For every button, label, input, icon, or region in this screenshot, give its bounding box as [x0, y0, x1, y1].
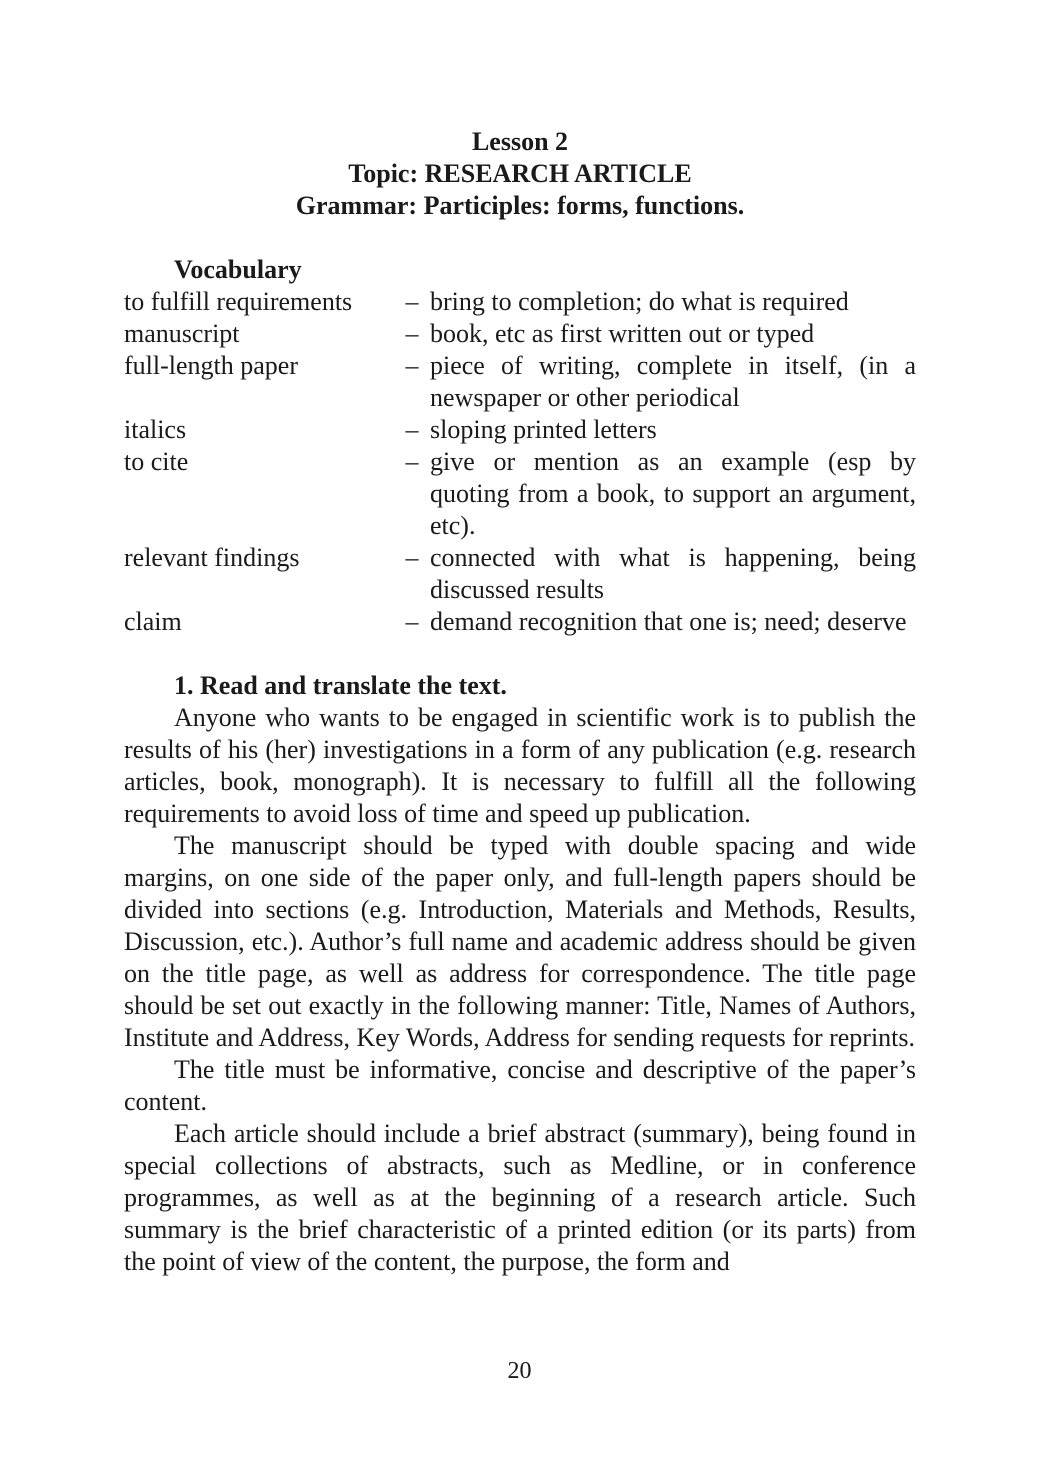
page-content: [124, 126, 916, 1278]
vocabulary-heading: Vocabulary: [174, 255, 302, 284]
body-paragraph: Each article should include a brief abstract (summary), being found in special collections of abstracts, such as Medline, or in conference programmes, as well as at the beginning of a research article. Such summary is the brief characteristic of a printed edition (or its parts) from the point of view of the content, the purpose, the form and: [124, 1119, 916, 1276]
vocabulary-term: relevant findings: [124, 543, 300, 572]
vocabulary-definition: book, etc as first written out or typed: [430, 319, 815, 348]
body-paragraph: The manuscript should be typed with double spacing and wide margins, on one side of the paper only, and full-length papers should be divided into sections (e.g. Introduction, Materials and Methods, Results, Discussion, etc.). Author’s full name and academic address should be given on the title page, as well as address for correspondence. The title page should be set out exactly in the following manner: Title, Names of Authors, Institute and Address, Key Words, Address for sending requests for reprints.: [124, 831, 916, 1052]
lesson-title: Lesson 2: [471, 127, 569, 156]
body-paragraph: Anyone who wants to be engaged in scientific work is to publish the results of his (her) investigations in a form of any publication (e.g. research articles, book, monograph). It is necessary to fulfill all the following requirements to avoid loss of time and speed up publication.: [124, 703, 916, 828]
vocabulary-dash: –: [405, 415, 419, 444]
vocabulary-definition: sloping printed letters: [430, 415, 657, 444]
vocabulary-term: claim: [124, 607, 182, 636]
vocabulary-term: italics: [124, 415, 187, 444]
vocabulary-dash: –: [405, 319, 419, 348]
vocabulary-dash: –: [405, 607, 419, 636]
vocabulary-list: [124, 286, 916, 638]
vocabulary-dash: –: [405, 351, 419, 380]
vocabulary-term: full-length paper: [124, 351, 298, 380]
vocabulary-item: [124, 318, 916, 350]
vocabulary-item: [124, 350, 916, 414]
body-paragraph: The title must be informative, concise and descriptive of the paper’s content.: [124, 1055, 916, 1116]
vocabulary-term: to fulfill requirements: [124, 287, 353, 316]
vocabulary-item: [124, 446, 916, 542]
vocabulary-item: [124, 542, 916, 606]
vocabulary-definition: give or mention as an example (esp by quoting from a book, to support an argument, etc).: [430, 447, 916, 540]
page-number: 20: [507, 1358, 532, 1384]
exercise-heading: 1. Read and translate the text.: [174, 671, 507, 700]
vocabulary-definition: connected with what is happening, being discussed results: [430, 543, 916, 604]
vocabulary-dash: –: [405, 287, 419, 316]
vocabulary-definition: bring to completion; do what is required: [430, 287, 849, 316]
vocabulary-dash: –: [405, 447, 419, 476]
vocabulary-item: [124, 414, 916, 446]
vocabulary-term: to cite: [124, 447, 189, 476]
vocabulary-item: [124, 286, 916, 318]
grammar-title: Grammar: Participles: forms, functions.: [295, 191, 745, 220]
vocabulary-item: [124, 606, 916, 638]
topic-title: Topic: RESEARCH ARTICLE: [348, 159, 692, 188]
vocabulary-definition: piece of writing, complete in itself, (in a newspaper or other periodical: [430, 351, 916, 412]
vocabulary-definition: demand recognition that one is; need; deserve: [430, 607, 907, 636]
vocabulary-dash: –: [405, 543, 419, 572]
vocabulary-term: manuscript: [124, 319, 240, 348]
